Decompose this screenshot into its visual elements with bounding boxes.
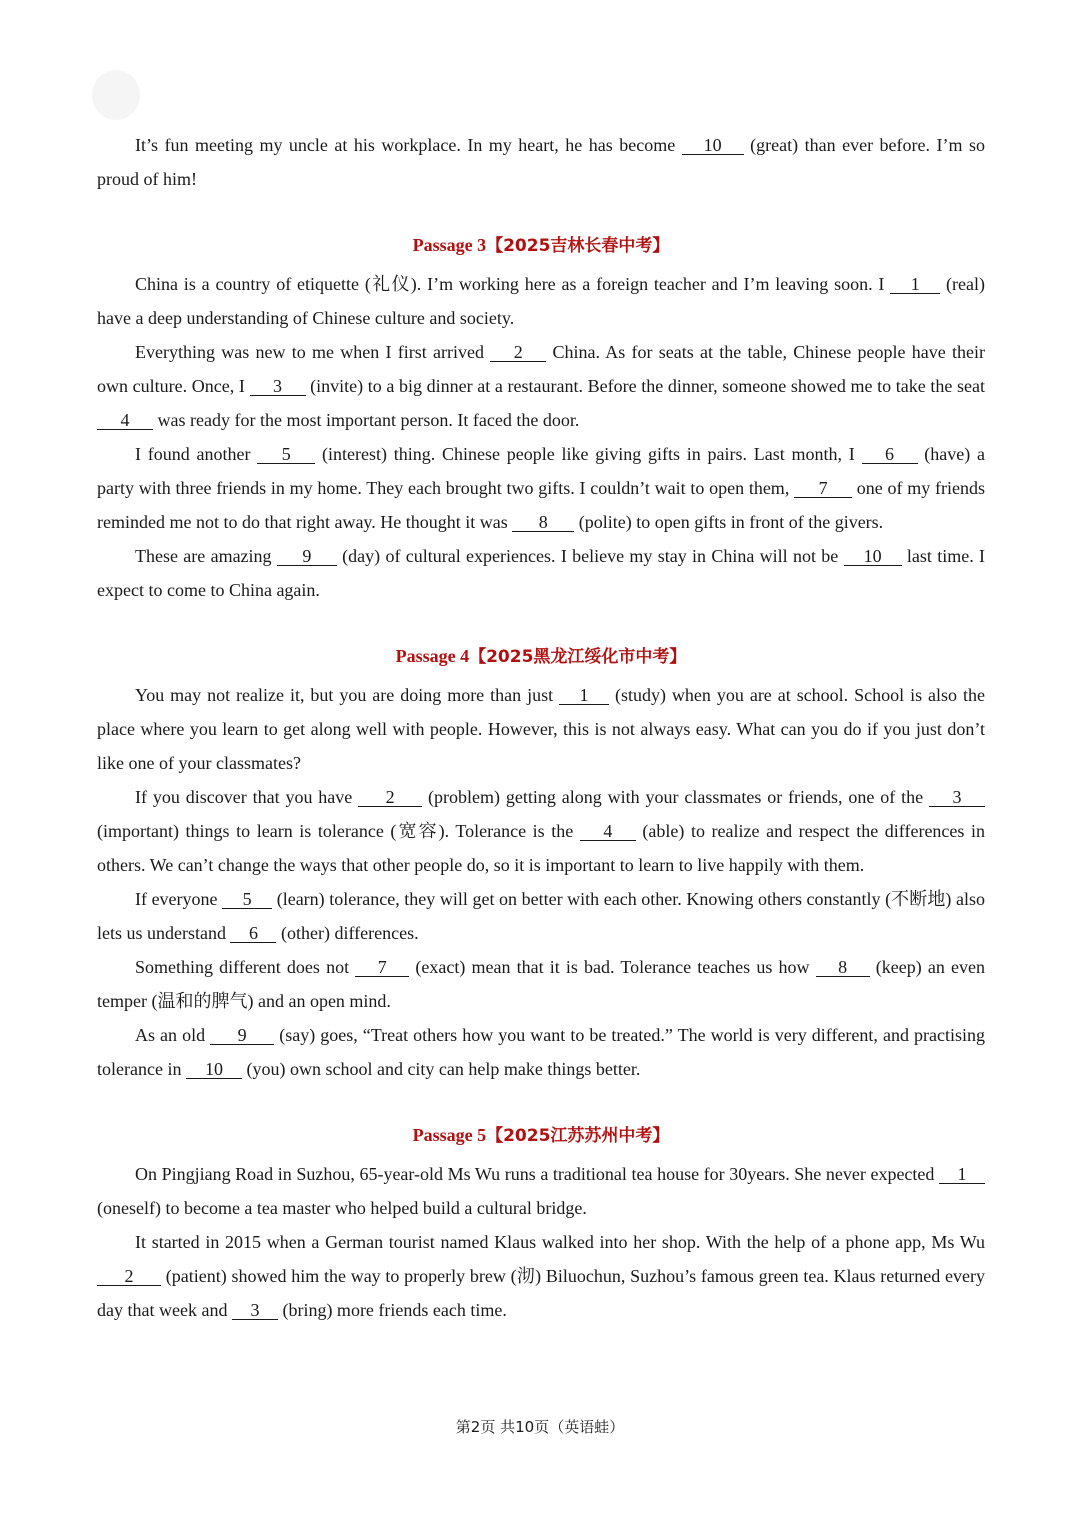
blank-2[interactable]: 2 [97, 1267, 161, 1286]
blank-4[interactable]: 4 [97, 411, 153, 430]
passage2-tail-paragraph: It’s fun meeting my uncle at his workplace. In my heart, he has become 10 (great) than ever before. I’m so proud of him! [97, 135, 985, 189]
blank-5[interactable]: 5 [222, 890, 272, 909]
blank-3[interactable]: 3 [250, 377, 306, 396]
blank-3[interactable]: 3 [929, 788, 985, 807]
blank-10[interactable]: 10 [186, 1060, 242, 1079]
page-footer: 第2页 共10页（英语蛙） [455, 1418, 625, 1436]
passage3-paragraph-4: These are amazing 9 (day) of cultural experiences. I believe my stay in China will not be 10 last time. I expect to come to China again. [97, 546, 985, 600]
passage4-paragraph-4: Something different does not 7 (exact) mean that it is bad. Tolerance teaches us how 8 (keep) an even temper (温和的脾气) and an open mind. [97, 957, 986, 1011]
passage3-source: 【2025吉林长春中考】 [486, 236, 670, 256]
blank-7[interactable]: 7 [794, 479, 852, 498]
passage3-paragraph-3: I found another 5 (interest) thing. Chinese people like giving gifts in pairs. Last month, I 6 (have) a party with three friends in my home. They each brought two gifts. I couldn’t wait to open them, 7 one of my friends reminded me not to do that right away. He thought it was 8 (polite) to open gifts in front of the givers. [97, 444, 986, 532]
passage4-paragraph-3: If everyone 5 (learn) tolerance, they will get on better with each other. Knowing others constantly (不断地) also lets us understand 6 (other) differences. [97, 889, 985, 943]
passage3-paragraph-2: Everything was new to me when I first arrived 2 China. As for seats at the table, Chinese people have their own culture. Once, I 3 (invite) to a big dinner at a restaurant. Before the dinner, someone showed me to take the seat 4 was ready for the most important person. It faced the door. [97, 342, 985, 430]
passage4-heading [97, 641, 985, 672]
blank-8[interactable]: 8 [512, 513, 574, 532]
blank-1[interactable]: 1 [890, 275, 940, 294]
passage3-heading [97, 230, 985, 261]
passage5-title: Passage 5 [412, 1125, 487, 1145]
blank-1[interactable]: 1 [559, 686, 609, 705]
passage4-source: 【2025黑龙江绥化市中考】 [469, 647, 687, 667]
passage4-paragraph-5: As an old 9 (say) goes, “Treat others how you want to be treated.” The world is very different, and practising tolerance in 10 (you) own school and city can help make things better. [97, 1025, 985, 1079]
blank-1[interactable]: 1 [939, 1165, 985, 1184]
blank-9[interactable]: 9 [210, 1026, 274, 1045]
scan-smudge [92, 70, 140, 120]
blank-6[interactable]: 6 [862, 445, 918, 464]
blank-9[interactable]: 9 [277, 547, 337, 566]
passage3-title: Passage 3 [412, 235, 487, 255]
blank-3[interactable]: 3 [232, 1301, 278, 1320]
passage5-source: 【2025江苏苏州中考】 [486, 1126, 670, 1146]
blank-7[interactable]: 7 [355, 958, 409, 977]
passage4-paragraph-1: You may not realize it, but you are doing more than just 1 (study) when you are at school. School is also the place where you learn to get along well with people. However, this is not always easy. What can you do if you just don’t like one of your classmates? [97, 685, 985, 773]
blank-5[interactable]: 5 [257, 445, 315, 464]
passage4-title: Passage 4 [395, 646, 470, 666]
passage5-heading [97, 1120, 985, 1151]
blank-2[interactable]: 2 [358, 788, 422, 807]
blank-8[interactable]: 8 [816, 958, 870, 977]
passage3-paragraph-1: China is a country of etiquette (礼仪). I’m working here as a foreign teacher and I’m leaving soon. I 1 (real) have a deep understanding of Chinese culture and society. [97, 274, 985, 328]
blank-6[interactable]: 6 [230, 924, 276, 943]
passage4-paragraph-2: If you discover that you have 2 (problem) getting along with your classmates or friends, one of the 3 (important) things to learn is tolerance (宽容). Tolerance is the 4 (able) to realize and respect the differences in others. We can’t change the ways that other people do, so it is important to learn to live happily with them. [97, 787, 985, 875]
blank-2[interactable]: 2 [490, 343, 546, 362]
passage5-paragraph-1: On Pingjiang Road in Suzhou, 65-year-old Ms Wu runs a traditional tea house for 30years. She never expected 1 (oneself) to become a tea master who helped build a cultural bridge. [97, 1157, 985, 1225]
passage5-paragraph-2: It started in 2015 when a German tourist named Klaus walked into her shop. With the help of a phone app, Ms Wu 2 (patient) showed him the way to properly brew (沏) Biluochun, Suzhou’s famous green tea. Klaus returned every day that week and 3 (bring) more friends each time. [97, 1232, 985, 1320]
blank-4[interactable]: 4 [580, 822, 636, 841]
blank-10[interactable]: 10 [844, 547, 902, 566]
blank-10[interactable]: 10 [682, 136, 744, 155]
document-content [97, 128, 985, 1327]
